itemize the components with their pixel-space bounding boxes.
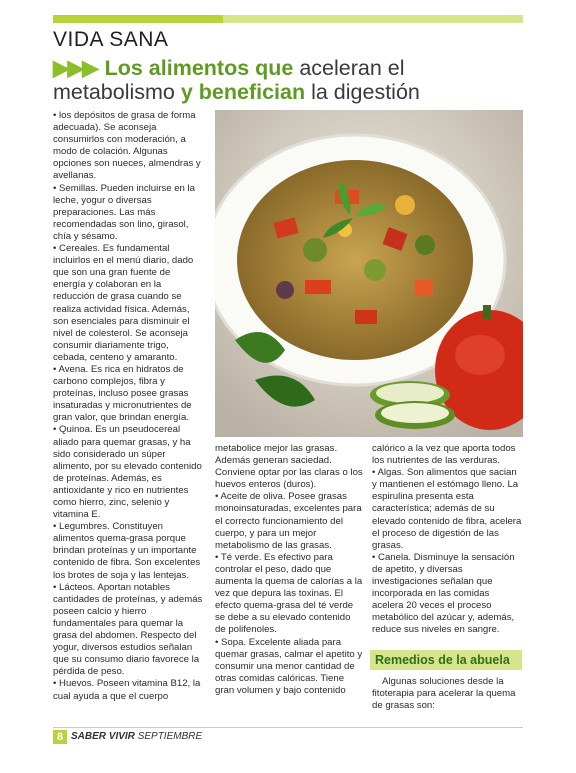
paragraph: • Sopa. Excelente aliada para quemar grasas, calmar el apetito y consumir una menor cantidad de otras comidas calóricas. Tiene gran volumen y bajo contenido bbox=[215, 636, 363, 696]
paragraph: • Algas. Son alimentos que sacian y mantienen el estómago lleno. La espirulina presenta esta característica; además de su elevado contenido de fibra, acelera el proceso de digestión de las grasas. bbox=[372, 467, 522, 551]
column-1 bbox=[53, 110, 205, 703]
paragraph: calórico a la vez que aporta todos los nutrientes de las verduras. bbox=[372, 443, 516, 467]
arrow-icons: ▶▶▶ bbox=[53, 56, 97, 80]
food-photo bbox=[215, 110, 523, 437]
magazine-name: SABER VIVIR SEPTIEMBRE bbox=[71, 731, 203, 742]
paragraph: • Cereales. Es fundamental incluirlos en el menú diario, dado que son una gran fuente de energía y colaboran en la reducción de grasa cuando se realiza actividad física. Además, son esenciales para disminuir el nivel de colesterol. Se aconseja consumir diariamente trigo, cebada, centeno y amaranto. bbox=[53, 243, 194, 363]
page-footer bbox=[53, 727, 523, 746]
column-3 bbox=[372, 443, 522, 637]
sidebar-box-title: Remedios de la abuela bbox=[370, 650, 522, 670]
paragraph: • Aceite de oliva. Posee grasas monoinsaturadas, excelentes para el correcto funcionamiento del cuerpo, y para un mejor metabolismo de las grasas. bbox=[215, 491, 362, 551]
section-title: VIDA SANA bbox=[53, 28, 169, 51]
column-2 bbox=[215, 443, 363, 697]
paragraph: • Avena. Es rica en hidratos de carbono complejos, fibra y proteínas, incluso posee grasas insaturadas y micronutrientes de gran valor, que brindan energía. bbox=[53, 363, 192, 424]
page-number: 8 bbox=[53, 730, 67, 744]
paragraph: • Quinoa. Es un pseudocereal aliado para quemar grasas, y ha sido considerado un súper alimento, por su elevado contenido de proteínas. Además, es antioxidante y rico en nutrientes como hierro, zinc, selenio y vitamina E. bbox=[53, 424, 202, 521]
headline: ▶▶▶ Los alimentos que aceleran el metabolismo y benefician la digestión bbox=[53, 56, 420, 104]
paragraph: metabolice mejor las grasas. Además generan saciedad. Conviene optar por las claras o los huevos enteros (duros). bbox=[215, 443, 363, 491]
paragraph: • los depósitos de grasa de forma adecuada). Se aconseja consumirlos con moderación, a modo de colación. Algunas opciones son nueces, almendras y avellanas. bbox=[53, 110, 201, 182]
sidebar-box-text: Algunas soluciones desde la fitoterapia para acelerar la quema de grasas son: bbox=[372, 676, 516, 712]
paragraph: • Legumbres. Constituyen alimentos quema-grasa porque brindan proteínas y un importante contenido de fibra. Son excelentes los brotes de soja y las lentejas. bbox=[53, 521, 201, 581]
paragraph: • Huevos. Poseen vitamina B12, la cual ayuda a que el cuerpo bbox=[53, 678, 201, 702]
paragraph: • Semillas. Pueden incluirse en la leche, yogur o diversas preparaciones. Las más recomendadas son lino, girasol, chía y sésamo. bbox=[53, 182, 196, 242]
paragraph: • Canela. Disminuye la sensación de apetito, y diversas investigaciones señalan que incorporada en las comidas acelera 20 veces el proceso metabólico del azúcar y, además, reduce sus niveles en sangre. bbox=[372, 551, 515, 636]
top-color-bar bbox=[53, 15, 523, 23]
paragraph: • Lácteos. Aportan notables cantidades de proteínas, y además poseen calcio y hierro fundamentales para quemar la grasa del abdomen. Respecto del yogur, diversos estudios señalan que su consumo diario favorece la pérdida de peso. bbox=[53, 581, 203, 678]
paragraph: • Té verde. Es efectivo para controlar el peso, dado que aumenta la quema de calorías a la vez que depura las toxinas. El efecto quema-grasa del té verde se debe a su elevado contenido de polifenoles. bbox=[215, 551, 363, 636]
